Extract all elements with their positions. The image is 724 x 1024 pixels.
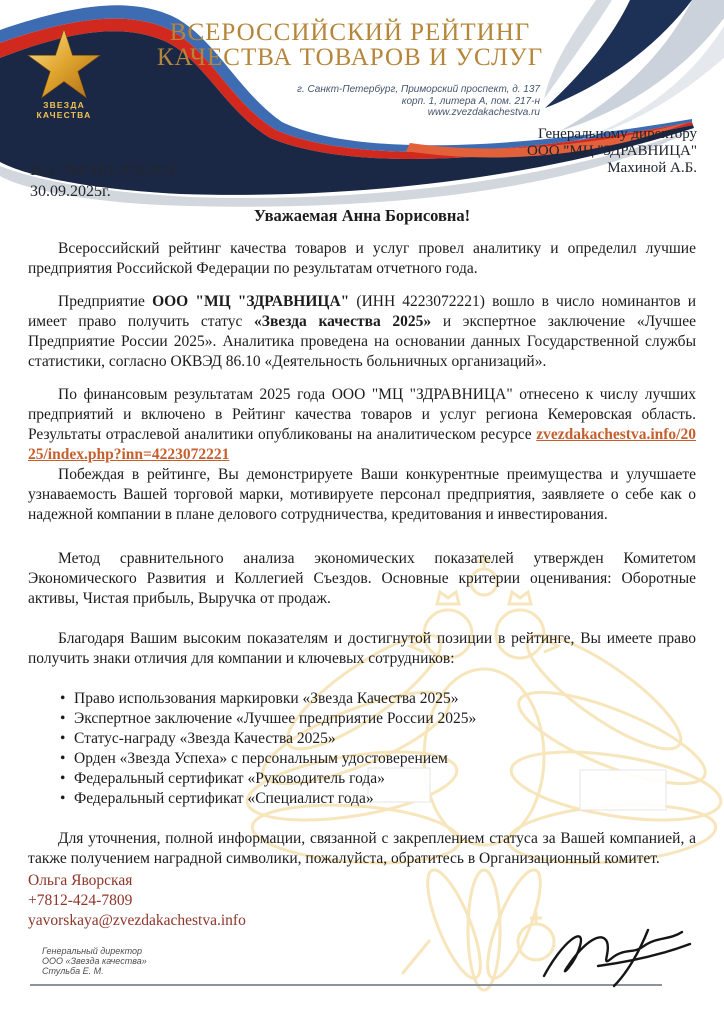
organization-address — [240, 84, 540, 119]
logo-text-line2: КАЧЕСТВА — [36, 110, 92, 120]
list-item: • Экспертное заключение «Лучшее предприятие России 2025» — [60, 709, 696, 729]
paragraph-intro — [28, 239, 696, 279]
contact-email: yavorskaya@zvezdakachestva.info — [28, 912, 246, 929]
paragraph-method — [28, 549, 696, 609]
list-item: • Орден «Звезда Успеха» с персональным удостоверением — [60, 749, 696, 769]
reference-number: Исх. №РЗВ1-0762921 — [30, 162, 177, 179]
recipient-line: Махиной А.Б. — [607, 160, 697, 176]
address-website: www.zvezdakachestva.ru — [427, 107, 540, 118]
status-name: «Звезда качества 2025» — [254, 313, 432, 330]
letter-body — [28, 206, 696, 931]
recipient-line: ООО "МЦ "ЗДРАВНИЦА" — [527, 143, 697, 159]
logo-text-line1: ЗВЕЗДА — [43, 100, 85, 110]
contact-name: Ольга Яворская — [28, 872, 133, 889]
signoff-title: Генеральный директор — [42, 946, 143, 956]
address-line: г. Санкт-Петербург, Приморский проспект, д. 137 — [296, 84, 540, 95]
company-name: ООО "МЦ "ЗДРАВНИЦА" — [152, 293, 350, 310]
paragraph-benefits — [28, 465, 696, 525]
paragraph-results — [28, 385, 696, 465]
reference-date: 30.09.2025г. — [30, 183, 111, 200]
signoff-company: ООО «Звезда качества» — [42, 956, 147, 966]
reference-block — [30, 160, 177, 202]
awards-intro-text: Благодаря Вашим высоким показателям и достигнутой позиции в рейтинге, Вы имеете право получить знаки отличия для компании и ключевых сотрудников: — [28, 630, 696, 667]
nomination-text: Предприятие — [58, 293, 153, 310]
benefits-text: Побеждая в рейтинге, Вы демонстрируете Ваши конкурентные преимущества и улучшаете узнаваемость Вашей торговой марки, мотивируете персонал предприятия, заявляете о себе как о надежной компании в плане делового сотрудничества, кредитования и инвестирования. — [28, 466, 696, 523]
paragraph-intro-text: Всероссийский рейтинг качества товаров и услуг провел аналитику и определил лучшие предприятия Российской Федерации по результатам отчетного года. — [28, 240, 696, 277]
paragraph-nomination — [28, 292, 696, 372]
list-item: • Право использования маркировки «Звезда Качества 2025» — [60, 689, 696, 709]
results-text: По финансовым результатам 2025 года ООО "МЦ "ЗДРАВНИЦА" отнесено к числу лучших предприятий и включено в Рейтинг качества товаров и услуг региона Кемеровская область. Результаты отраслевой аналитики опубликованы на аналитическом ресурсе — [28, 386, 696, 443]
salutation: Уважаемая Анна Борисовна! — [253, 206, 471, 225]
recipient-block — [527, 126, 697, 177]
list-item: • Федеральный сертификат «Руководитель года» — [60, 769, 696, 789]
list-item: • Статус-награду «Звезда Качества 2025» — [60, 729, 696, 749]
analytics-link[interactable]: zvezdakachestva.info/2025/index.php?inn=4223072221 — [28, 426, 696, 463]
organization-title-line1: ВСЕРОССИЙСКИЙ РЕЙТИНГ — [169, 19, 531, 46]
organization-title-line2: КАЧЕСТВА ТОВАРОВ И УСЛУГ — [156, 44, 544, 71]
handwritten-signature — [528, 922, 698, 990]
address-line: корп. 1, литера А, пом. 217-н — [401, 95, 540, 107]
contact-phone: +7812-424-7809 — [28, 892, 133, 909]
awards-list — [28, 689, 696, 809]
nomination-text: и экспертное заключение «Лучшее Предприятие России 2025». Аналитика проведена на основании данных Государственной службы статистики, согласно ОКВЭД 86.10 «Деятельность больничных организаций». — [28, 313, 696, 370]
organization-title — [110, 20, 590, 70]
closing-text: Для уточнения, полной информации, связанной с закреплением статуса за Вашей компанией, а также получением наградной символики, пожалуйста, обратитесь в Организационный комитет. — [28, 830, 696, 867]
nomination-text: (ИНН 4223072221) вошло в число номинантов и имеет право получить статус — [28, 293, 696, 330]
method-text: Метод сравнительного анализа экономических показателей утвержден Комитетом Экономического Развития и Коллегией Съездов. Основные критерии оценивания: Оборотные активы, Чистая прибыль, Выручка от продаж. — [28, 550, 696, 607]
recipient-line: Генеральному директору — [537, 126, 697, 142]
signoff-person: Стульба Е. М. — [42, 966, 104, 976]
paragraph-awards-intro — [28, 629, 696, 669]
paragraph-closing — [28, 829, 696, 869]
list-item: • Федеральный сертификат «Специалист года» — [60, 789, 696, 809]
signoff-block — [42, 946, 147, 976]
